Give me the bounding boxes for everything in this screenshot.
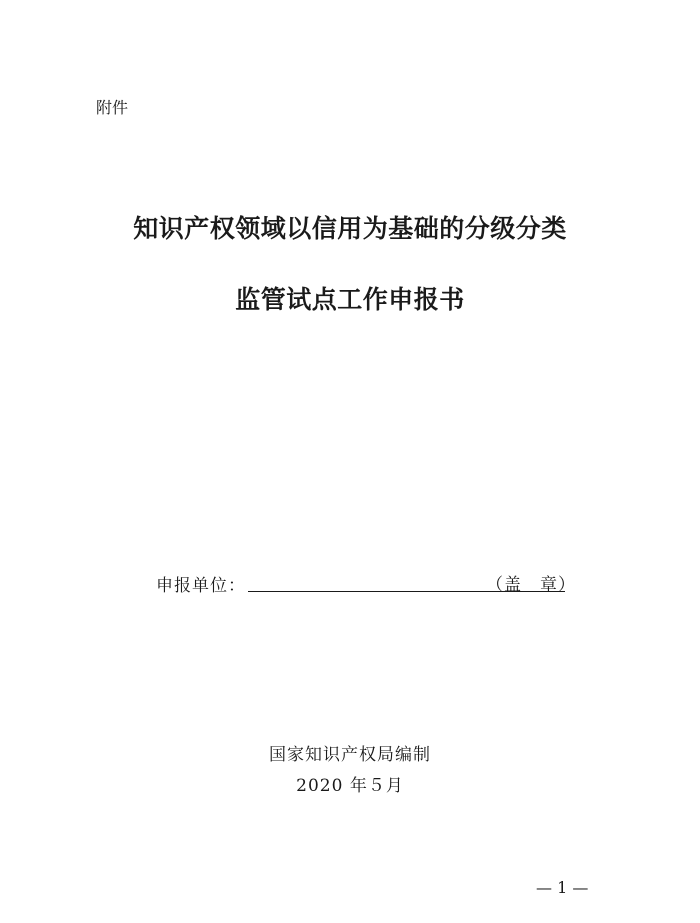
issue-date: 2020 年５月 [296,776,404,796]
applicant-field [156,571,576,595]
page-number: — 1 — [536,878,589,897]
issuer: 国家知识产权局编制 [269,745,431,765]
document-title-line-1: 知识产权领域以信用为基础的分级分类 [133,214,567,243]
applicant-label: 申报单位： [156,576,246,596]
seal-text: （盖 章） [486,575,576,595]
document-title-line-2: 监管试点工作申报书 [235,285,465,314]
attachment-label: 附件 [96,98,129,117]
